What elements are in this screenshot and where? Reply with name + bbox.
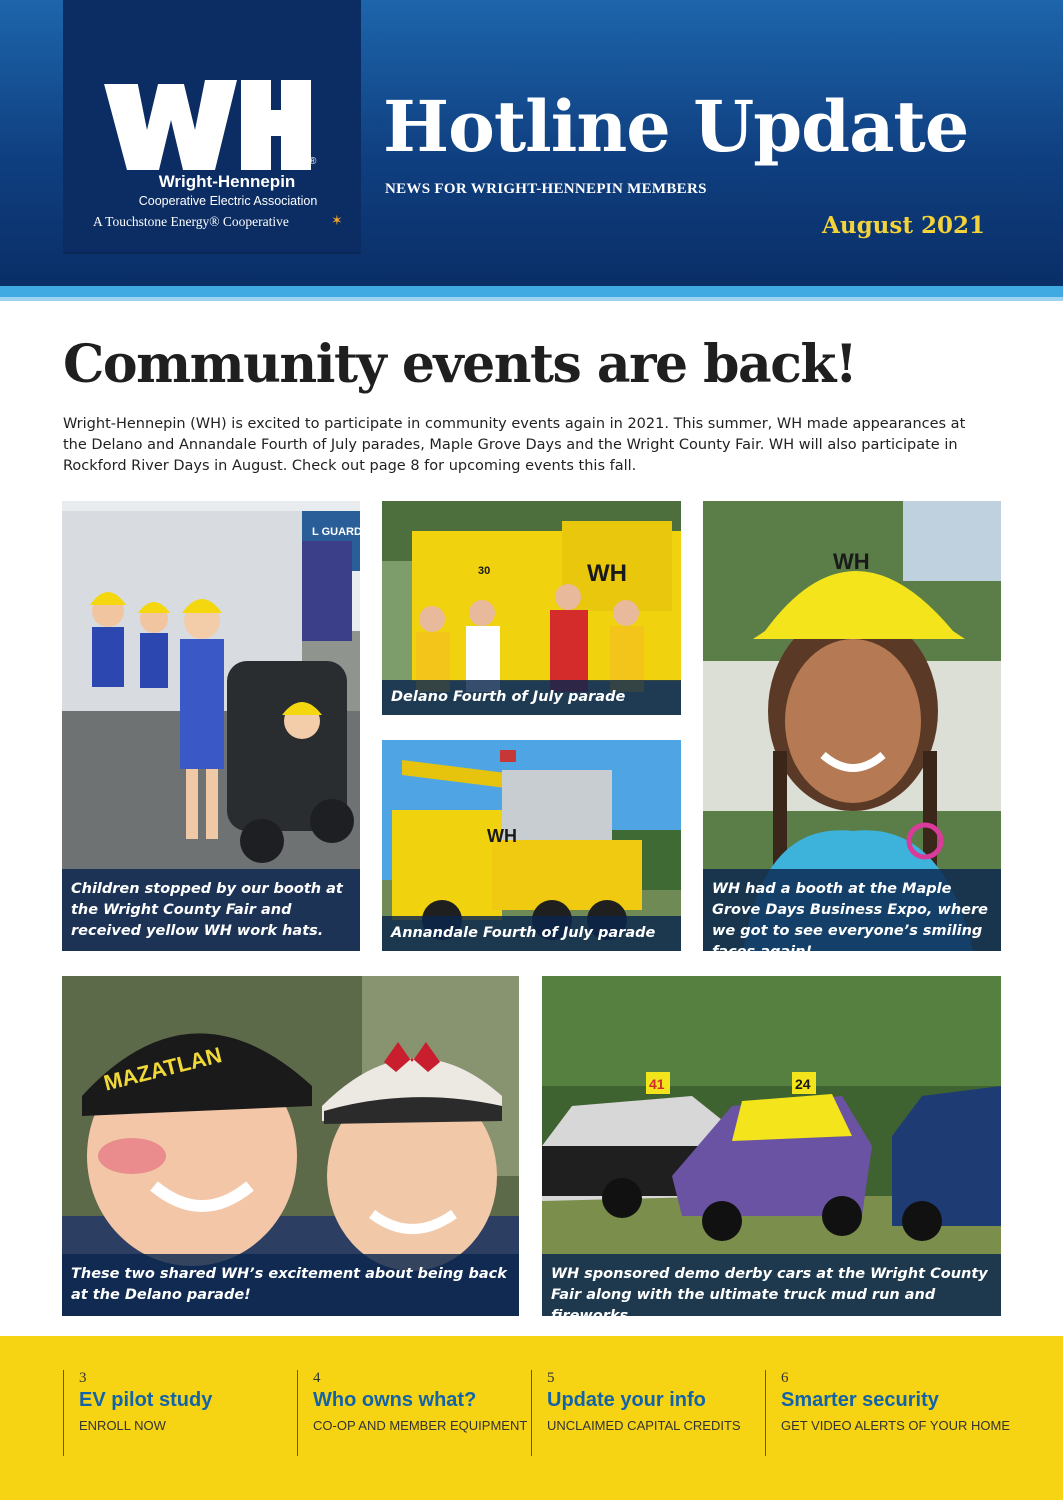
photo-delano-parade[interactable] bbox=[382, 501, 681, 715]
article-headline: Community events are back! bbox=[63, 334, 857, 395]
truck-number: 30 bbox=[478, 565, 491, 577]
photo-maple-grove[interactable] bbox=[703, 501, 1001, 960]
photo-annandale-parade[interactable] bbox=[382, 740, 681, 951]
photo-demo-derby[interactable] bbox=[542, 976, 1001, 1324]
cap-text: MAZATLAN bbox=[101, 1042, 225, 1096]
teaser-subtitle: ENROLL NOW bbox=[79, 1418, 166, 1433]
issue-date: August 2021 bbox=[822, 212, 985, 239]
logo-name: Wright-Hennepin bbox=[158, 172, 296, 191]
teaser-title: Smarter security bbox=[781, 1389, 939, 1411]
teaser-update-info[interactable] bbox=[531, 1370, 741, 1456]
car-number-2: 24 bbox=[795, 1076, 811, 1092]
article-intro: Wright-Hennepin (WH) is excited to participate in community events again in 2021. This summer, WH made appearances at the Delano and Annandale Fourth of July parades, Maple Grove Days and the Wright County Fair. WH will also participate in Rockford River Days in August. Check out page 8 for upcoming events this fall. bbox=[63, 416, 966, 474]
newsletter-title: Hotline Update bbox=[383, 85, 969, 168]
svg-text:WH: WH bbox=[833, 549, 870, 574]
teaser-subtitle: GET VIDEO ALERTS OF YOUR HOME bbox=[781, 1418, 1010, 1433]
caption-fair-kids: Children stopped by our booth at the Wright County Fair and received yellow WH work hats. bbox=[62, 869, 360, 951]
teaser-title: Update your info bbox=[547, 1389, 706, 1411]
caption-delano-boys: These two shared WH’s excitement about being back at the Delano parade! bbox=[62, 1254, 519, 1316]
registered-mark: ® bbox=[309, 156, 317, 167]
caption-delano-parade: Delano Fourth of July parade bbox=[382, 680, 681, 715]
caption-maple-grove: WH had a booth at the Maple Grove Days Business Expo, where we got to see everyone’s smiling faces again! bbox=[703, 869, 1001, 951]
teaser-ev-pilot[interactable] bbox=[63, 1370, 212, 1456]
wh-logo-mark-icon bbox=[103, 70, 333, 170]
booth-sign-text: L GUARD bbox=[312, 526, 362, 538]
teaser-subtitle: UNCLAIMED CAPITAL CREDITS bbox=[547, 1418, 741, 1433]
teaser-page-number: 3 bbox=[79, 1370, 87, 1386]
teaser-smarter-security[interactable] bbox=[765, 1370, 1010, 1456]
teaser-title: Who owns what? bbox=[313, 1389, 477, 1411]
masthead-stripe-light bbox=[0, 297, 1063, 301]
wright-hennepin-logo[interactable] bbox=[63, 0, 361, 254]
teaser-page-number: 4 bbox=[313, 1370, 321, 1386]
svg-text:WH: WH bbox=[587, 560, 627, 587]
teaser-subtitle: CO-OP AND MEMBER EQUIPMENT bbox=[313, 1418, 528, 1433]
photo-fair-kids[interactable] bbox=[62, 501, 360, 951]
logo-subtitle: Cooperative Electric Association bbox=[138, 194, 318, 208]
photo-delano-boys[interactable] bbox=[62, 976, 519, 1316]
svg-text:WH: WH bbox=[487, 826, 517, 846]
caption-annandale-parade: Annandale Fourth of July parade bbox=[382, 916, 681, 951]
car-number-1: 41 bbox=[649, 1076, 665, 1092]
teaser-who-owns-what[interactable] bbox=[297, 1370, 527, 1456]
teaser-title: EV pilot study bbox=[79, 1389, 213, 1411]
masthead-stripe bbox=[0, 286, 1063, 297]
newsletter-subtitle: NEWS FOR WRIGHT-HENNEPIN MEMBERS bbox=[385, 181, 707, 197]
caption-demo-derby: WH sponsored demo derby cars at the Wright County Fair along with the ultimate truck mud run and fireworks. bbox=[542, 1254, 1001, 1316]
teaser-page-number: 5 bbox=[547, 1370, 555, 1386]
logo-tagline: A Touchstone Energy® Cooperative bbox=[93, 214, 289, 229]
teaser-page-number: 6 bbox=[781, 1370, 789, 1386]
touchstone-star-icon: ✶ bbox=[331, 212, 343, 228]
